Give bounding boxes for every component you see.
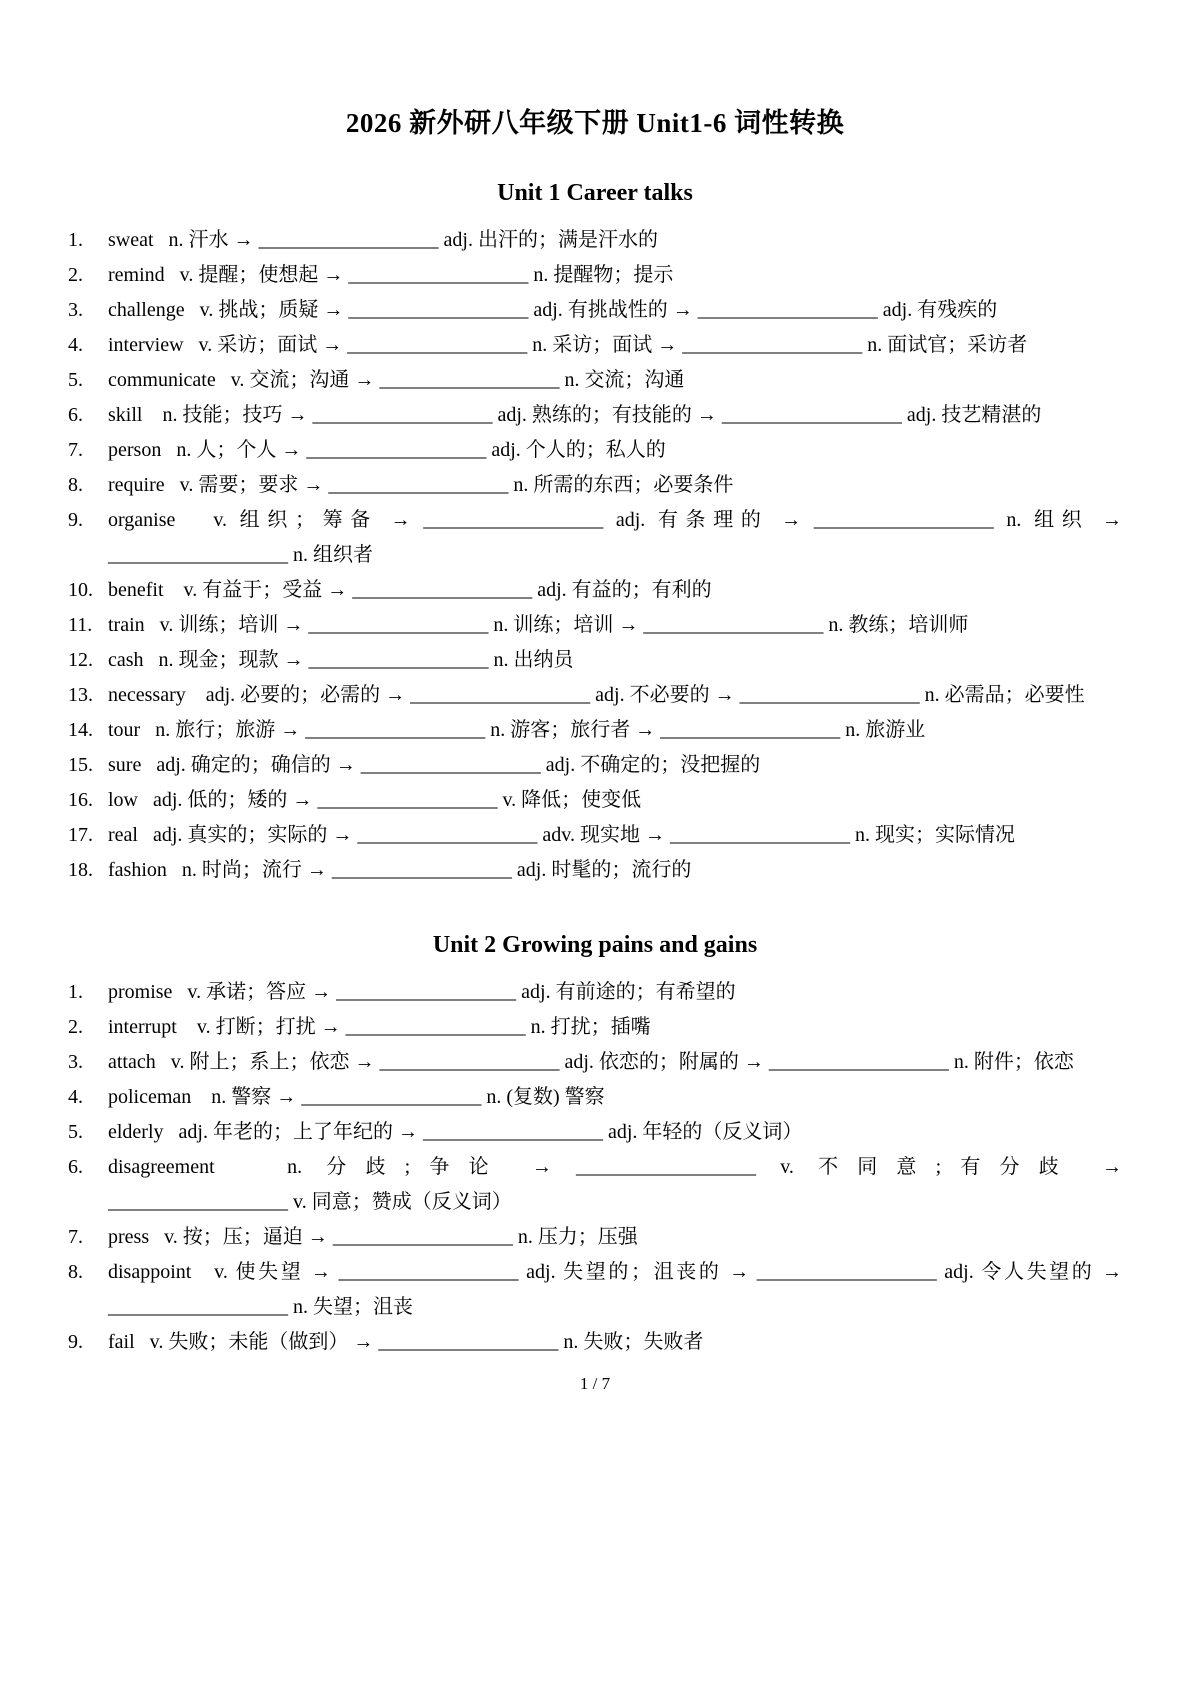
- item-text: sure adj. 确定的；确信的 → __________________ adj. 不确定的；没把握的: [108, 754, 761, 776]
- item-number: 9.: [68, 509, 83, 531]
- item-number: 1.: [68, 229, 83, 251]
- item-number: 2.: [68, 264, 83, 286]
- item-number: 13.: [68, 684, 93, 706]
- answer-blank: __________________: [301, 1086, 482, 1108]
- list-item: [68, 503, 1128, 573]
- answer-blank: __________________: [312, 404, 493, 426]
- section-heading: Unit 1 Career talks: [497, 180, 693, 206]
- item-text: interrupt v. 打断；打扰 → __________________ n. 打扰；插嘴: [108, 1016, 651, 1038]
- answer-blank: __________________: [813, 509, 994, 531]
- list-item: [68, 608, 1122, 643]
- list-item: [68, 678, 1122, 713]
- item-number: 6.: [68, 404, 83, 426]
- item-text: require v. 需要；要求 → __________________ n. 所需的东西；必要条件: [108, 474, 734, 496]
- answer-blank: __________________: [308, 614, 489, 636]
- item-text: cash n. 现金；现款 → __________________ n. 出纳员: [108, 649, 574, 671]
- list-item: [68, 1255, 1128, 1325]
- list-item: [68, 1045, 1122, 1080]
- answer-blank: __________________: [357, 824, 538, 846]
- item-text: press v. 按；压；逼迫 → __________________ n. 压力；压强: [108, 1226, 638, 1248]
- list-item: [68, 468, 1122, 503]
- list-item: [68, 398, 1122, 433]
- answer-blank: __________________: [379, 1051, 560, 1073]
- item-number: 18.: [68, 859, 93, 881]
- item-text: benefit v. 有益于；受益 → __________________ adj. 有益的；有利的: [108, 579, 712, 601]
- item-text: interview v. 采访；面试 → __________________ n. 采访；面试 → __________________ n. 面试官；采访者: [108, 334, 1028, 356]
- answer-blank: __________________: [721, 404, 902, 426]
- item-number: 10.: [68, 579, 93, 601]
- answer-blank: __________________: [643, 614, 824, 636]
- answer-blank: __________________: [328, 474, 509, 496]
- answer-blank: __________________: [348, 264, 529, 286]
- answer-blank: __________________: [360, 754, 541, 776]
- answer-blank: __________________: [108, 1191, 288, 1213]
- answer-blank: __________________: [308, 649, 489, 671]
- answer-blank: __________________: [108, 1296, 288, 1318]
- answer-blank: __________________: [258, 229, 439, 251]
- list-item: [68, 975, 1122, 1010]
- answer-blank: __________________: [768, 1051, 949, 1073]
- answer-blank: __________________: [347, 334, 528, 356]
- list-item: [68, 433, 1122, 468]
- list-item: [68, 643, 1122, 678]
- item-text: elderly adj. 年老的；上了年纪的 → __________________ adj. 年轻的（反义词）: [108, 1121, 803, 1143]
- item-text: tour n. 旅行；旅游 → __________________ n. 游客；旅行者 → __________________ n. 旅游业: [108, 719, 926, 741]
- item-text: low adj. 低的；矮的 → __________________ v. 降低；使变低: [108, 789, 642, 811]
- answer-blank: __________________: [336, 981, 517, 1003]
- page-title: 2026 新外研八年级下册 Unit1-6 词性转换: [345, 108, 845, 138]
- list-item: [68, 783, 1122, 818]
- item-text: communicate v. 交流；沟通 → __________________ n. 交流；沟通: [108, 369, 685, 391]
- item-text: policeman n. 警察 → __________________ n. (复数) 警察: [108, 1086, 605, 1108]
- list-item: [68, 748, 1122, 783]
- list-item: [68, 363, 1122, 398]
- item-number: 4.: [68, 334, 83, 356]
- item-text: attach v. 附上；系上；依恋 → __________________ adj. 依恋的；附属的 → __________________ n. 附件；依恋: [108, 1051, 1074, 1073]
- answer-blank: __________________: [352, 579, 533, 601]
- answer-blank: __________________: [338, 1261, 519, 1283]
- answer-blank: __________________: [682, 334, 863, 356]
- answer-blank: __________________: [332, 1226, 513, 1248]
- item-text: challenge v. 挑战；质疑 → __________________ adj. 有挑战性的 → __________________ adj. 有残疾的: [108, 299, 998, 321]
- item-number: 14.: [68, 719, 93, 741]
- item-number: 1.: [68, 981, 83, 1003]
- answer-blank: __________________: [317, 789, 498, 811]
- item-number: 8.: [68, 474, 83, 496]
- list-item: [68, 1010, 1122, 1045]
- answer-blank: __________________: [331, 859, 512, 881]
- item-text: fashion n. 时尚；流行 → __________________ adj. 时髦的；流行的: [108, 859, 692, 881]
- answer-blank: __________________: [669, 824, 850, 846]
- list-item: [68, 1325, 1122, 1360]
- item-number: 2.: [68, 1016, 83, 1038]
- list-item: [68, 328, 1122, 363]
- item-text: disagreement n. 分歧;争论 → __________________ v. 不同意;有分歧 → __________________ v. 同意；赞成（反义词）: [108, 1156, 1127, 1213]
- item-number: 9.: [68, 1331, 83, 1353]
- item-text: promise v. 承诺；答应 → __________________ adj. 有前途的；有希望的: [108, 981, 736, 1003]
- answer-blank: __________________: [378, 1331, 559, 1353]
- list-item: [68, 573, 1122, 608]
- answer-blank: __________________: [756, 1261, 937, 1283]
- item-text: fail v. 失败；未能（做到） → __________________ n. 失败；失败者: [108, 1331, 704, 1353]
- page-number: 1 / 7: [579, 1374, 611, 1393]
- answer-blank: __________________: [306, 439, 487, 461]
- item-text: organise v. 组织；筹备 → __________________ adj. 有条理的 → __________________ n. 组织 → __________________ n. 组织者: [108, 509, 1128, 566]
- list-item: [68, 1150, 1127, 1220]
- answer-blank: __________________: [379, 369, 560, 391]
- item-number: 11.: [68, 614, 93, 636]
- list-item: [68, 1080, 1122, 1115]
- item-text: train v. 训练；培训 → __________________ n. 训练；培训 → __________________ n. 教练；培训师: [108, 614, 969, 636]
- item-text: disappoint v. 使失望 → __________________ adj. 失望的；沮丧的 → __________________ adj. 令人失望的 → __________________ n. 失望；沮丧: [108, 1261, 1128, 1318]
- answer-blank: __________________: [576, 1156, 757, 1178]
- answer-blank: __________________: [410, 684, 591, 706]
- sections-container: [68, 176, 1128, 1360]
- list-item: [68, 1115, 1122, 1150]
- item-text: remind v. 提醒；使想起 → __________________ n. 提醒物；提示: [108, 264, 674, 286]
- list-item: [68, 258, 1122, 293]
- answer-blank: __________________: [422, 1121, 603, 1143]
- item-text: real adj. 真实的；实际的 → __________________ adv. 现实地 → __________________ n. 现实；实际情况: [108, 824, 1015, 846]
- section-heading: Unit 2 Growing pains and gains: [432, 932, 758, 958]
- item-number: 3.: [68, 1051, 83, 1073]
- section: [68, 176, 1128, 888]
- list-item: [68, 853, 1122, 888]
- list-item: [68, 713, 1122, 748]
- answer-blank: __________________: [345, 1016, 526, 1038]
- answer-blank: __________________: [697, 299, 878, 321]
- item-number: 7.: [68, 439, 83, 461]
- list-item: [68, 818, 1122, 853]
- item-text: skill n. 技能；技巧 → __________________ adj. 熟练的；有技能的 → __________________ adj. 技艺精湛的: [108, 404, 1042, 426]
- item-number: 5.: [68, 1121, 83, 1143]
- item-number: 12.: [68, 649, 93, 671]
- item-number: 5.: [68, 369, 83, 391]
- answer-blank: __________________: [108, 544, 288, 566]
- item-number: 8.: [68, 1261, 83, 1283]
- item-number: 6.: [68, 1156, 83, 1178]
- item-number: 3.: [68, 299, 83, 321]
- list-item: [68, 1220, 1122, 1255]
- section: [68, 928, 1128, 1360]
- item-text: necessary adj. 必要的；必需的 → __________________ adj. 不必要的 → __________________ n. 必需品；必要性: [108, 684, 1085, 706]
- item-number: 4.: [68, 1086, 83, 1108]
- item-number: 15.: [68, 754, 93, 776]
- answer-blank: __________________: [660, 719, 841, 741]
- list-item: [68, 293, 1122, 328]
- answer-blank: __________________: [423, 509, 604, 531]
- item-number: 16.: [68, 789, 93, 811]
- item-text: person n. 人；个人 → __________________ adj. 个人的；私人的: [108, 439, 666, 461]
- item-number: 7.: [68, 1226, 83, 1248]
- item-text: sweat n. 汗水 → __________________ adj. 出汗的；满是汗水的: [108, 229, 658, 251]
- item-number: 17.: [68, 824, 93, 846]
- answer-blank: __________________: [305, 719, 486, 741]
- answer-blank: __________________: [739, 684, 920, 706]
- list-item: [68, 223, 1122, 258]
- answer-blank: __________________: [348, 299, 529, 321]
